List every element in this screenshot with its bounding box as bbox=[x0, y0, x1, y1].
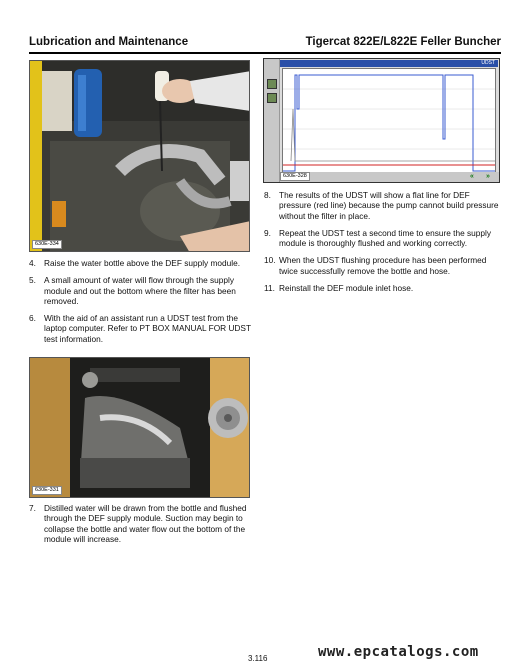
step-number: 4. bbox=[29, 258, 36, 268]
figure-tag: 630E-334 bbox=[32, 240, 62, 249]
step-number: 5. bbox=[29, 275, 36, 286]
step-text: Raise the water bottle above the DEF supply module. bbox=[44, 258, 241, 268]
step-number: 6. bbox=[29, 313, 36, 324]
step-item bbox=[264, 255, 502, 276]
step-text: Repeat the UDST test a second time to ensure the supply module is thoroughly flushed and working correctly. bbox=[279, 227, 491, 249]
page-number: 3.116 bbox=[248, 654, 268, 663]
step-text: Reinstall the DEF module inlet hose. bbox=[279, 283, 414, 294]
engine-photo-illustration bbox=[30, 61, 250, 252]
step-text: The results of the UDST will show a flat line for DEF pressure (red line) because the pump cannot build pressure without the filter in place. bbox=[279, 190, 499, 221]
udst-titlebar bbox=[280, 60, 498, 67]
step-text: When the UDST flushing procedure has been performed twice successfully remove the bottle and hose. bbox=[279, 255, 487, 276]
step-number: 10. bbox=[264, 255, 276, 266]
step-item bbox=[264, 228, 502, 249]
forward-icon[interactable]: » bbox=[486, 173, 490, 180]
step-number: 7. bbox=[29, 503, 36, 513]
udst-plot-lines bbox=[283, 69, 495, 172]
back-icon[interactable]: « bbox=[470, 173, 474, 180]
figure-tag: 630E-331 bbox=[32, 486, 62, 495]
step-item bbox=[29, 258, 251, 268]
udst-bottombar bbox=[280, 172, 499, 182]
step-item bbox=[29, 313, 251, 344]
udst-title: UDST bbox=[481, 60, 495, 66]
udst-plot bbox=[282, 68, 496, 173]
right-steps bbox=[264, 190, 502, 300]
step-number: 9. bbox=[264, 227, 271, 238]
engine-photo bbox=[29, 60, 250, 252]
step-text: Distilled water will be drawn from the bottle and flushed through the DEF supply module. Suction may begin to collapse the bottle and water flow out the bottom of the module will increase. bbox=[44, 503, 247, 544]
step-item bbox=[29, 275, 251, 306]
header-rule bbox=[29, 52, 501, 54]
left-steps bbox=[29, 258, 251, 351]
step-item bbox=[264, 190, 502, 221]
step-item bbox=[264, 283, 502, 293]
udst-blue-trace bbox=[283, 75, 495, 171]
udst-sidebar bbox=[264, 59, 280, 182]
model-title: Tigercat 822E/L822E Feller Buncher bbox=[305, 36, 501, 48]
watermark: www.epcatalogs.com bbox=[318, 644, 479, 660]
step-text: With the aid of an assistant run a UDST test from the laptop computer. Refer to PT BOX MANUAL FOR UDST test information. bbox=[44, 313, 251, 344]
section-title: Lubrication and Maintenance bbox=[29, 36, 189, 48]
udst-gray-trace bbox=[291, 109, 495, 161]
def-module-photo bbox=[29, 357, 250, 498]
tool-icon bbox=[267, 79, 277, 89]
figure-tag: 630E-328 bbox=[280, 172, 310, 181]
step-text: A small amount of water will flow through the supply module and out the bottom where the filter has been removed. bbox=[44, 275, 236, 306]
udst-screenshot bbox=[263, 58, 500, 183]
step-number: 11. bbox=[264, 283, 275, 294]
def-module-photo-illustration bbox=[30, 358, 250, 498]
tool-icon bbox=[267, 93, 277, 103]
page-header bbox=[29, 36, 501, 52]
step-number: 8. bbox=[264, 190, 271, 200]
step-item bbox=[29, 503, 251, 544]
left-steps-lower bbox=[29, 503, 251, 551]
